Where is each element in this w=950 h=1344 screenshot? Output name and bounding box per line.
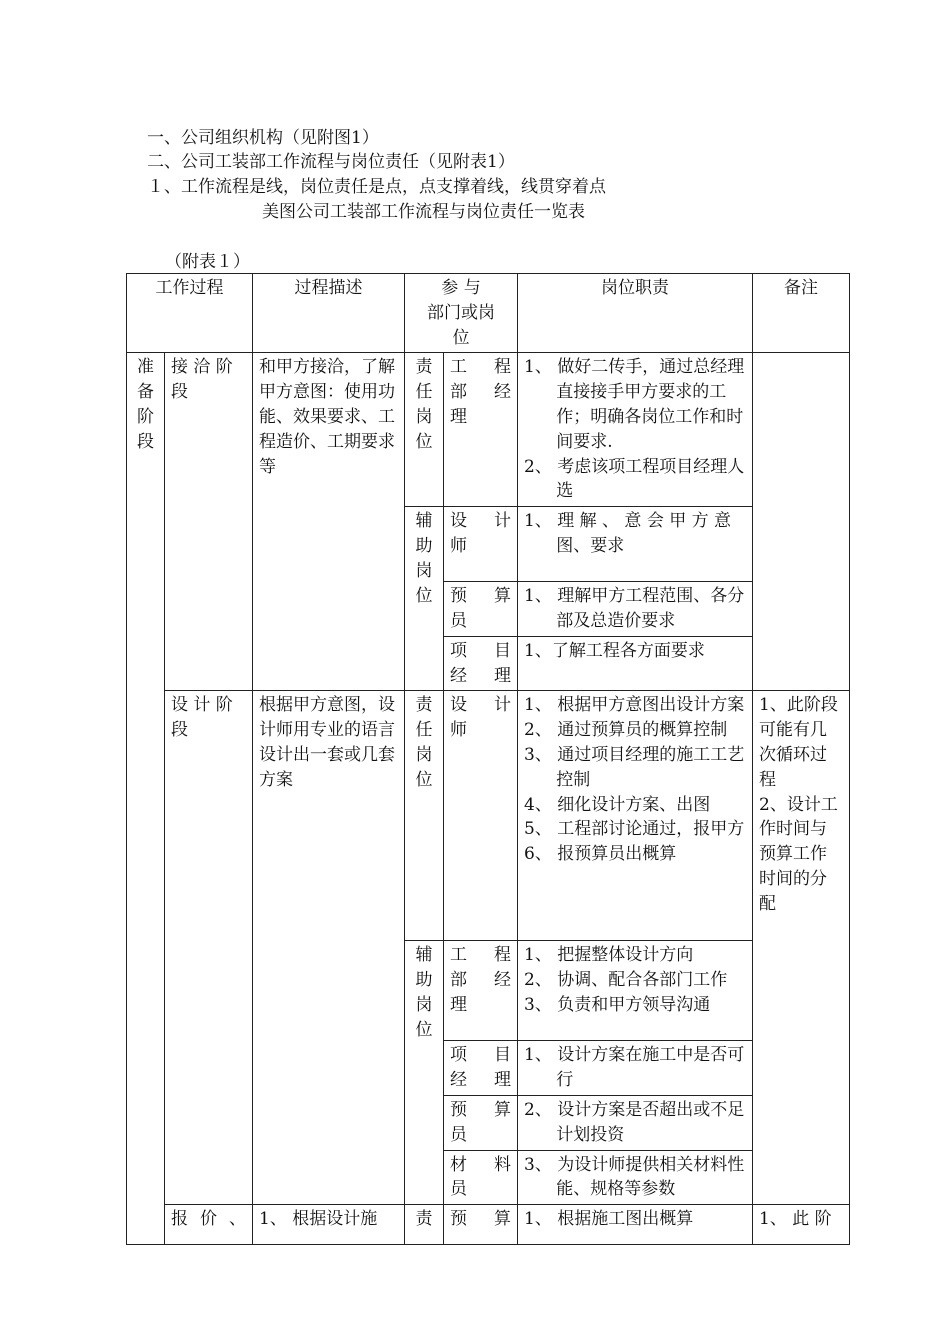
stage-design-note: 1、此阶段可能有几次循环过程 2、设计工作时间与预算工作时间的分配 — [753, 691, 850, 1205]
table-title: 美图公司工装部工作流程与岗位责任一览表 — [262, 202, 585, 222]
stage-contact-desc: 和甲方接洽，了解甲方意图：使用功能、效果要求、工程造价、工期要求等 — [253, 353, 405, 691]
duties-cell — [518, 941, 753, 1041]
appendix-label: （附表１） — [165, 252, 250, 272]
duty-item: 1、 理 解 、 意 会 甲 方 意图、要求 — [524, 511, 732, 556]
duty-item: 1、 设计方案在施工中是否可行 — [524, 1045, 745, 1091]
table-row — [127, 353, 850, 507]
workflow-table — [126, 273, 850, 1245]
duty-item: 1、了解工程各方面要求 — [524, 640, 705, 661]
duty-item: 1、 做好二传手，通过总经理直接接手甲方要求的工作；明确各岗位工作和时间要求. — [524, 357, 745, 452]
duties-cell — [518, 1041, 753, 1096]
header-dept: 参 与 部门或岗 位 — [405, 274, 518, 353]
duty-item: 1、 理解甲方工程范围、各分部及总造价要求 — [524, 586, 745, 631]
stage-design-name: 设 计 阶 段 — [165, 691, 253, 1205]
duty-item: 2、 协调、配合各部门工作 — [524, 970, 728, 991]
duty-item: 5、 工程部讨论通过，报甲方 — [524, 819, 745, 840]
duties-cell — [518, 1095, 753, 1150]
duty-item: 2、 通过预算员的概算控制 — [524, 720, 728, 741]
table-row — [127, 1205, 850, 1245]
notes-cell-empty — [753, 353, 850, 691]
stage-quote-name: 报 价 、 — [165, 1205, 253, 1245]
duty-item: 2、 考虑该项工程项目经理人选 — [524, 456, 745, 502]
position-project-manager: 项 目 经理 — [444, 1041, 518, 1096]
intro-line-2: 二、公司工装部工作流程与岗位责任（见附表1） — [147, 152, 515, 172]
table-row — [127, 691, 850, 941]
duties-cell — [518, 636, 753, 691]
position-budgeter: 预 算 员 — [444, 582, 518, 637]
position-eng-manager: 工 程 部 经 理 — [444, 353, 518, 507]
header-process: 工作过程 — [127, 274, 253, 353]
duties-cell — [518, 353, 753, 507]
duties-cell — [518, 582, 753, 637]
role-responsible: 责 任 岗 位 — [405, 691, 444, 941]
position-project-manager: 项 目 经理 — [444, 636, 518, 691]
intro-line-3: １、工作流程是线，岗位责任是点，点支撑着线，线贯穿着点 — [147, 177, 606, 197]
duties-cell — [518, 691, 753, 941]
intro-line-1: 一、公司组织机构（见附图1） — [147, 128, 379, 148]
duty-item: 1、 根据施工图出概算 — [524, 1209, 694, 1230]
stage-design-desc: 根据甲方意图，设计师用专业的语言设计出一套或几套方案 — [253, 691, 405, 1205]
position-eng-manager: 工 程 部 经 理 — [444, 941, 518, 1041]
stage-quote-desc: 1、 根据设计施 — [253, 1205, 405, 1245]
header-row — [127, 274, 850, 353]
duties-cell — [518, 507, 753, 582]
duty-item: 3、 通过项目经理的施工工艺控制 — [524, 744, 745, 790]
duties-cell — [518, 1205, 753, 1245]
header-description: 过程描述 — [253, 274, 405, 353]
header-duties: 岗位职责 — [518, 274, 753, 353]
stage-quote-note: 1、 此 阶 — [753, 1205, 850, 1245]
role-responsible: 责 任 岗 位 — [405, 353, 444, 507]
role-responsible: 责 — [405, 1205, 444, 1245]
position-budgeter: 预 算 — [444, 1205, 518, 1245]
header-notes: 备注 — [753, 274, 850, 353]
duty-item: 2、 设计方案是否超出或不足计划投资 — [524, 1099, 745, 1145]
position-materials: 材 料 员 — [444, 1150, 518, 1205]
stage-prep: 准 备 阶 段 — [127, 353, 165, 1245]
duty-item: 1、 把握整体设计方向 — [524, 945, 694, 966]
position-designer: 设 计 师 — [444, 691, 518, 941]
role-auxiliary: 辅 助 岗 位 — [405, 941, 444, 1205]
duties-cell — [518, 1150, 753, 1205]
duty-item: 1、 根据甲方意图出设计方案 — [524, 695, 745, 716]
position-designer: 设 计 师 — [444, 507, 518, 582]
duty-item: 3、 为设计师提供相关材料性能、规格等参数 — [524, 1154, 745, 1200]
role-auxiliary: 辅 助 岗 位 — [405, 507, 444, 691]
duty-item: 4、 细化设计方案、出图 — [524, 794, 711, 815]
stage-contact-name: 接 洽 阶 段 — [165, 353, 253, 691]
duty-item: 6、 报预算员出概算 — [524, 844, 677, 865]
position-budgeter: 预 算 员 — [444, 1095, 518, 1150]
duty-item: 3、 负责和甲方领导沟通 — [524, 994, 711, 1015]
